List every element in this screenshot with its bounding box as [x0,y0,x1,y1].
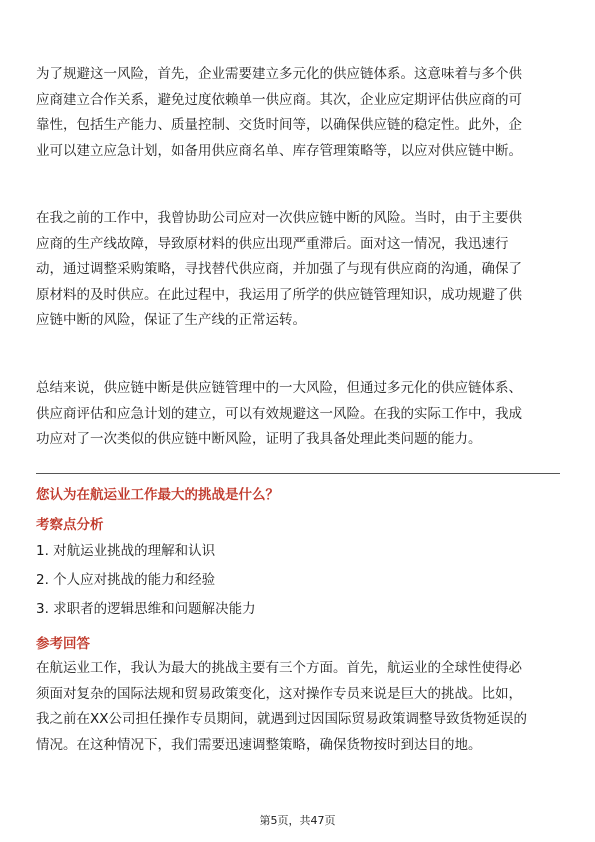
text-line: 须面对复杂的国际法规和贸易政策变化，这对操作专员来说是巨大的挑战。比如， [36,685,522,702]
text-line: 供应商评估和应急计划的建立，可以有效规避这一风险。在我的实际工作中，我成 [36,405,522,422]
text-line: 动，通过调整采购策略，寻找替代供应商，并加强了与现有供应商的沟通，确保了 [36,261,522,277]
analysis-point: 2. 个人应对挑战的能力和经验 [36,572,216,588]
paragraph-summary [36,376,561,453]
text-line: 总结来说，供应链中断是供应链管理中的一大风险，但通过多元化的供应链体系、 [36,380,522,396]
question-heading: 您认为在航运业工作最大的挑战是什么？ [36,487,279,503]
analysis-point: 3. 求职者的逻辑思维和问题解决能力 [36,601,256,617]
analysis-point: 1. 对航运业挑战的理解和认识 [36,543,216,559]
text-line: 为了规避这一风险，首先，企业需要建立多元化的供应链体系。这意味着与多个供 [36,66,522,82]
analysis-heading: 考察点分析 [36,517,104,533]
text-line: 应商建立合作关系，避免过度依赖单一供应商。其次，企业应定期评估供应商的可 [36,91,522,108]
answer-heading: 参考回答 [36,636,90,652]
section-divider [36,473,560,474]
answer-paragraph [36,656,561,758]
text-line: 靠性，包括生产能力、质量控制、交货时间等，以确保供应链的稳定性。此外，企 [36,117,522,133]
text-line: 功应对了一次类似的供应链中断风险，证明了我具备处理此类问题的能力。 [36,431,482,447]
paragraph-risk-mitigation [36,62,561,164]
text-line: 应商的生产线故障，导致原材料的供应出现严重滞后。面对这一情况，我迅速行 [36,235,509,252]
text-line: 情况。在这种情况下，我们需要迅速调整策略，确保货物按时到达目的地。 [36,736,482,753]
text-line: 在我之前的工作中，我曾协助公司应对一次供应链中断的风险。当时，由于主要供 [36,210,522,226]
text-line: 在航运业工作，我认为最大的挑战主要有三个方面。首先，航运业的全球性使得必 [36,660,522,676]
text-line: 我之前在XX公司担任操作专员期间，就遇到过因国际贸易政策调整导致货物延误的 [36,711,527,727]
text-line: 业可以建立应急计划，如备用供应商名单、库存管理策略等，以应对供应链中断。 [36,142,522,159]
paragraph-experience [36,206,561,334]
text-line: 应链中断的风险，保证了生产线的正常运转。 [36,312,306,328]
page-number: 第5页，共47页 [259,814,336,827]
text-line: 原材料的及时供应。在此过程中，我运用了所学的供应链管理知识，成功规避了供 [36,286,522,303]
